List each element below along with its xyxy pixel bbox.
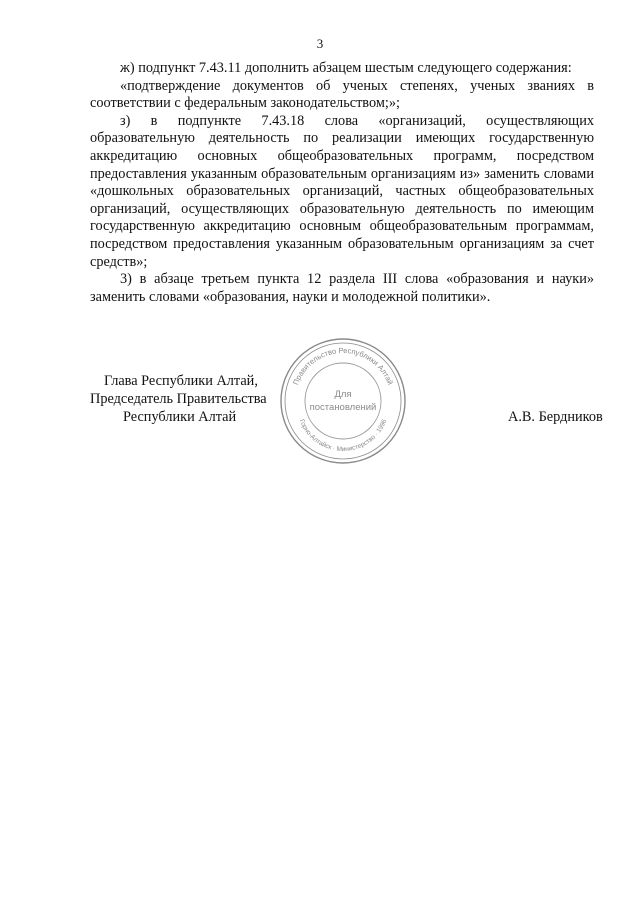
signature-line-3: Республики Алтай — [123, 409, 237, 425]
seal-center-line-1: Для — [334, 389, 352, 400]
signature-title — [90, 372, 267, 426]
official-seal — [277, 335, 409, 467]
seal-ring-2 — [285, 343, 401, 459]
paragraph-quote: «подтверждение документов об ученых степенях, ученых званиях в соответствии с федеральным законодательством;»; — [90, 77, 594, 112]
document-body — [90, 60, 594, 306]
paragraph-zh: ж) подпункт 7.43.11 дополнить абзацем шестым следующего содержания: — [120, 60, 572, 76]
seal-graphic — [277, 335, 409, 467]
seal-outer-top-text: Правительство Республики Алтай — [291, 345, 395, 387]
signature-line-1: Глава Республики Алтай, — [104, 373, 258, 389]
signatory-name: А.В. Бердников — [508, 409, 603, 425]
paragraph-3: 3) в абзаце третьем пункта 12 раздела III слова «образования и науки» заменить словами «образования, науки и молодежной политики». — [90, 271, 594, 305]
seal-center-line-2: постановлений — [309, 402, 377, 413]
seal-outer-bottom-text: Горно-Алтайск · Министерство · 1996 — [297, 418, 389, 454]
paragraph-z: з) в подпункте 7.43.18 слова «организаций, осуществляющих образовательную деятельность по реализации имеющих государственную аккредитацию основных общеобразовательных программ, посредством предоставления указанным образовательным организациям из» заменить словами «дошкольных образовательных организаций, частных общеобразовательных организаций, осуществляющих образовательную деятельность по имеющим государственную аккредитацию основным общеобразовательным программам, посредством предоставления указанным образовательным организациям за счет средств»; — [90, 112, 594, 270]
signature-line-2: Председатель Правительства — [90, 391, 267, 407]
seal-inner-ring — [305, 363, 381, 439]
seal-outer-ring — [281, 339, 405, 463]
page-number: 3 — [316, 36, 324, 51]
